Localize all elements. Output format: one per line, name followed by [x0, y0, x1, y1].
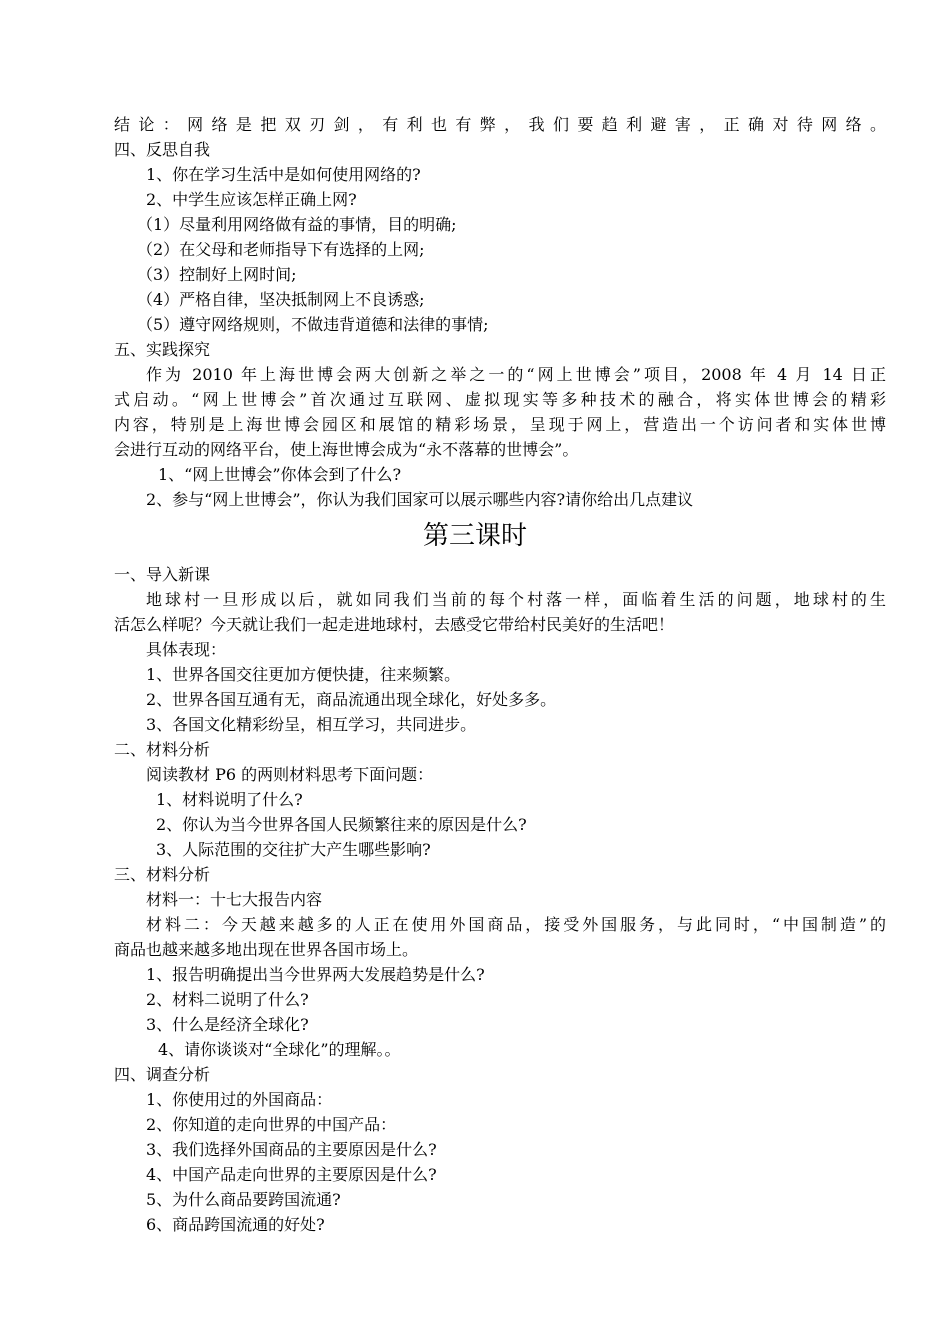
heading-survey: 四、调查分析: [114, 1065, 211, 1084]
paragraph-line: 会进行互动的网络平台，使上海世博会成为“永不落幕的世博会”。: [114, 440, 579, 459]
heading-reflect: 四、反思自我: [114, 140, 211, 159]
list-item: 1、“网上世博会”你体会到了什么?: [158, 465, 402, 484]
paragraph-line: 材料一：十七大报告内容: [146, 890, 323, 909]
list-item: 5、为什么商品要跨国流通?: [146, 1190, 341, 1209]
list-item: 3、人际范围的交往扩大产生哪些影响?: [156, 840, 431, 859]
list-item: （3）控制好上网时间;: [137, 265, 297, 284]
paragraph-line: 作为 2010 年上海世博会两大创新之举之一的“网上世博会”项目，2008 年 4 月 14 日正: [146, 365, 886, 384]
heading-material: 三、材料分析: [114, 865, 211, 884]
list-item: 2、世界各国互通有无，商品流通出现全球化，好处多多。: [146, 690, 557, 709]
paragraph-line: 阅读教材 P6 的两则材料思考下面问题：: [146, 765, 434, 784]
heading-intro: 一、导入新课: [114, 565, 211, 584]
list-item: 1、材料说明了什么?: [156, 790, 303, 809]
paragraph-line: 具体表现：: [146, 640, 227, 659]
list-item: 2、你知道的走向世界的中国产品：: [146, 1115, 397, 1134]
paragraph-line: 内容，特别是上海世博会园区和展馆的精彩场景，呈现于网上，营造出一个访问者和实体世博: [114, 415, 886, 434]
list-item: 1、世界各国交往更加方便快捷，往来频繁。: [146, 665, 461, 684]
list-item: 1、你在学习生活中是如何使用网络的?: [146, 165, 421, 184]
list-item: 2、材料二说明了什么?: [146, 990, 309, 1009]
list-item: （2）在父母和老师指导下有选择的上网;: [137, 240, 425, 259]
list-item: 3、各国文化精彩纷呈，相互学习，共同进步。: [146, 715, 477, 734]
list-item: 4、请你谈谈对“全球化”的理解。。: [158, 1040, 401, 1059]
list-item: 2、你认为当今世界各国人民频繁往来的原因是什么?: [156, 815, 527, 834]
list-item: 1、报告明确提出当今世界两大发展趋势是什么?: [146, 965, 485, 984]
paragraph-line: 地球村一旦形成以后，就如同我们当前的每个村落一样，面临着生活的问题，地球村的生: [146, 590, 886, 609]
paragraph-line: 式启动。“网上世博会”首次通过互联网、虚拟现实等多种技术的融合，将实体世博会的精彩: [114, 390, 886, 409]
list-item: （1）尽量利用网络做有益的事情，目的明确;: [137, 215, 457, 234]
list-item: 4、中国产品走向世界的主要原因是什么?: [146, 1165, 437, 1184]
paragraph-line: 商品也越来越多地出现在世界各国市场上。: [114, 940, 419, 959]
list-item: 2、参与“网上世博会”，你认为我们国家可以展示哪些内容?请你给出几点建议: [146, 490, 694, 509]
list-item: （5）遵守网络规则，不做违背道德和法律的事情;: [137, 315, 489, 334]
conclusion-line: 结论：网络是把双刃剑，有利也有弊，我们要趋利避害，正确对待网络。: [114, 115, 886, 134]
heading-practice: 五、实践探究: [114, 340, 211, 359]
list-item: 3、什么是经济全球化?: [146, 1015, 309, 1034]
heading-material: 二、材料分析: [114, 740, 211, 759]
section-title: 第三课时: [422, 521, 527, 551]
list-item: 2、中学生应该怎样正确上网?: [146, 190, 357, 209]
list-item: 6、商品跨国流通的好处?: [146, 1215, 325, 1234]
paragraph-line: 材料二：今天越来越多的人正在使用外国商品，接受外国服务，与此同时，“中国制造”的: [146, 915, 886, 934]
list-item: （4）严格自律，坚决抵制网上不良诱惑;: [137, 290, 425, 309]
paragraph-line: 活怎么样呢？今天就让我们一起走进地球村，去感受它带给村民美好的生活吧！: [114, 615, 675, 634]
list-item: 3、我们选择外国商品的主要原因是什么?: [146, 1140, 437, 1159]
list-item: 1、你使用过的外国商品：: [146, 1090, 333, 1109]
